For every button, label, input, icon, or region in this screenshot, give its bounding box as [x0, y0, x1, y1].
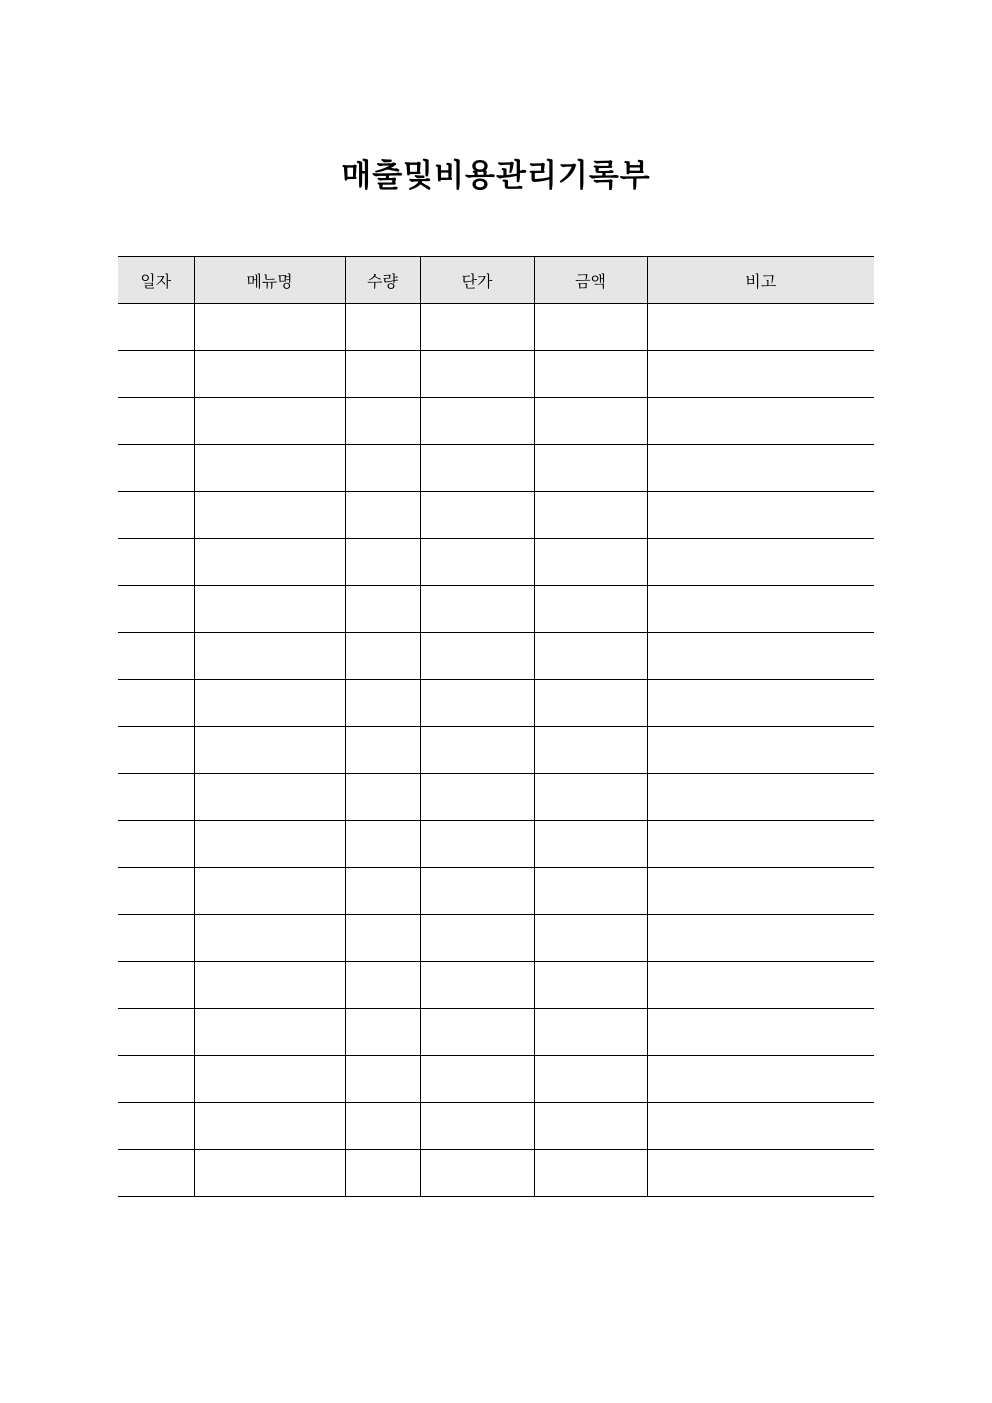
unit-price-cell[interactable] [420, 1009, 534, 1056]
unit-price-cell[interactable] [420, 445, 534, 492]
quantity-cell[interactable] [345, 1103, 420, 1150]
quantity-cell[interactable] [345, 492, 420, 539]
unit-price-cell[interactable] [420, 1103, 534, 1150]
menu-name-cell[interactable] [194, 539, 345, 586]
quantity-cell[interactable] [345, 1150, 420, 1197]
amount-cell[interactable] [534, 1009, 647, 1056]
unit-price-cell[interactable] [420, 727, 534, 774]
date-cell[interactable] [118, 351, 194, 398]
table-row [118, 868, 874, 915]
menu-name-cell[interactable] [194, 727, 345, 774]
amount-cell[interactable] [534, 304, 647, 351]
quantity-cell[interactable] [345, 539, 420, 586]
table-row [118, 1009, 874, 1056]
table-row [118, 586, 874, 633]
unit-price-cell[interactable] [420, 1056, 534, 1103]
quantity-cell[interactable] [345, 1056, 420, 1103]
amount-cell[interactable] [534, 680, 647, 727]
quantity-cell[interactable] [345, 962, 420, 1009]
remarks-cell[interactable] [647, 774, 874, 821]
remarks-cell[interactable] [647, 962, 874, 1009]
amount-cell[interactable] [534, 915, 647, 962]
menu-name-cell[interactable] [194, 680, 345, 727]
date-cell[interactable] [118, 304, 194, 351]
table-row [118, 633, 874, 680]
date-cell[interactable] [118, 1009, 194, 1056]
amount-cell[interactable] [534, 445, 647, 492]
remarks-cell[interactable] [647, 398, 874, 445]
quantity-cell[interactable] [345, 445, 420, 492]
remarks-cell[interactable] [647, 539, 874, 586]
date-cell[interactable] [118, 1056, 194, 1103]
quantity-cell[interactable] [345, 727, 420, 774]
menu-name-cell[interactable] [194, 915, 345, 962]
date-cell[interactable] [118, 445, 194, 492]
unit-price-cell[interactable] [420, 774, 534, 821]
unit-price-cell[interactable] [420, 633, 534, 680]
date-cell[interactable] [118, 398, 194, 445]
column-header-amount: 금액 [534, 257, 647, 304]
remarks-cell[interactable] [647, 680, 874, 727]
quantity-cell[interactable] [345, 868, 420, 915]
remarks-cell[interactable] [647, 492, 874, 539]
menu-name-cell[interactable] [194, 351, 345, 398]
remarks-cell[interactable] [647, 1009, 874, 1056]
date-cell[interactable] [118, 1103, 194, 1150]
quantity-cell[interactable] [345, 304, 420, 351]
menu-name-cell[interactable] [194, 1150, 345, 1197]
amount-cell[interactable] [534, 1103, 647, 1150]
quantity-cell[interactable] [345, 1009, 420, 1056]
table-header [118, 257, 874, 304]
remarks-cell[interactable] [647, 915, 874, 962]
table-row [118, 304, 874, 351]
date-cell[interactable] [118, 586, 194, 633]
unit-price-cell[interactable] [420, 821, 534, 868]
table-row [118, 351, 874, 398]
date-cell[interactable] [118, 821, 194, 868]
quantity-cell[interactable] [345, 633, 420, 680]
amount-cell[interactable] [534, 821, 647, 868]
unit-price-cell[interactable] [420, 351, 534, 398]
unit-price-cell[interactable] [420, 680, 534, 727]
table-row [118, 492, 874, 539]
table-row [118, 774, 874, 821]
amount-cell[interactable] [534, 774, 647, 821]
menu-name-cell[interactable] [194, 633, 345, 680]
unit-price-cell[interactable] [420, 915, 534, 962]
amount-cell[interactable] [534, 1056, 647, 1103]
page-title: 매출및비용관리기록부 [341, 157, 651, 194]
amount-cell[interactable] [534, 351, 647, 398]
quantity-cell[interactable] [345, 398, 420, 445]
menu-name-cell[interactable] [194, 1103, 345, 1150]
amount-cell[interactable] [534, 1150, 647, 1197]
table-row [118, 915, 874, 962]
date-cell[interactable] [118, 492, 194, 539]
amount-cell[interactable] [534, 633, 647, 680]
unit-price-cell[interactable] [420, 868, 534, 915]
table-body [118, 304, 874, 1197]
table-row [118, 1056, 874, 1103]
remarks-cell[interactable] [647, 304, 874, 351]
column-header-quantity: 수량 [345, 257, 420, 304]
date-cell[interactable] [118, 539, 194, 586]
remarks-cell[interactable] [647, 1103, 874, 1150]
menu-name-cell[interactable] [194, 398, 345, 445]
remarks-cell[interactable] [647, 586, 874, 633]
table-row [118, 539, 874, 586]
menu-name-cell[interactable] [194, 962, 345, 1009]
table-row [118, 962, 874, 1009]
remarks-cell[interactable] [647, 351, 874, 398]
column-header-remarks: 비고 [647, 257, 874, 304]
menu-name-cell[interactable] [194, 868, 345, 915]
menu-name-cell[interactable] [194, 304, 345, 351]
date-cell[interactable] [118, 868, 194, 915]
date-cell[interactable] [118, 633, 194, 680]
menu-name-cell[interactable] [194, 1056, 345, 1103]
date-cell[interactable] [118, 915, 194, 962]
sales-expense-table [118, 256, 874, 1197]
menu-name-cell[interactable] [194, 492, 345, 539]
quantity-cell[interactable] [345, 586, 420, 633]
unit-price-cell[interactable] [420, 539, 534, 586]
quantity-cell[interactable] [345, 680, 420, 727]
column-header-menu-name: 메뉴명 [194, 257, 345, 304]
date-cell[interactable] [118, 727, 194, 774]
amount-cell[interactable] [534, 492, 647, 539]
remarks-cell[interactable] [647, 821, 874, 868]
table-row [118, 821, 874, 868]
amount-cell[interactable] [534, 586, 647, 633]
quantity-cell[interactable] [345, 774, 420, 821]
quantity-cell[interactable] [345, 351, 420, 398]
table-row [118, 398, 874, 445]
menu-name-cell[interactable] [194, 445, 345, 492]
amount-cell[interactable] [534, 727, 647, 774]
unit-price-cell[interactable] [420, 492, 534, 539]
remarks-cell[interactable] [647, 633, 874, 680]
unit-price-cell[interactable] [420, 398, 534, 445]
date-cell[interactable] [118, 962, 194, 1009]
date-cell[interactable] [118, 1150, 194, 1197]
remarks-cell[interactable] [647, 868, 874, 915]
quantity-cell[interactable] [345, 821, 420, 868]
remarks-cell[interactable] [647, 1056, 874, 1103]
menu-name-cell[interactable] [194, 1009, 345, 1056]
remarks-cell[interactable] [647, 445, 874, 492]
date-cell[interactable] [118, 680, 194, 727]
date-cell[interactable] [118, 774, 194, 821]
menu-name-cell[interactable] [194, 821, 345, 868]
remarks-cell[interactable] [647, 1150, 874, 1197]
column-header-unit-price: 단가 [420, 257, 534, 304]
column-header-date: 일자 [118, 257, 194, 304]
table-row [118, 1103, 874, 1150]
amount-cell[interactable] [534, 962, 647, 1009]
table-row [118, 727, 874, 774]
table-row [118, 680, 874, 727]
table-row [118, 1150, 874, 1197]
quantity-cell[interactable] [345, 915, 420, 962]
unit-price-cell[interactable] [420, 1150, 534, 1197]
unit-price-cell[interactable] [420, 586, 534, 633]
remarks-cell[interactable] [647, 727, 874, 774]
header-row [118, 257, 874, 304]
unit-price-cell[interactable] [420, 962, 534, 1009]
unit-price-cell[interactable] [420, 304, 534, 351]
menu-name-cell[interactable] [194, 586, 345, 633]
table-row [118, 445, 874, 492]
amount-cell[interactable] [534, 868, 647, 915]
menu-name-cell[interactable] [194, 774, 345, 821]
amount-cell[interactable] [534, 398, 647, 445]
amount-cell[interactable] [534, 539, 647, 586]
